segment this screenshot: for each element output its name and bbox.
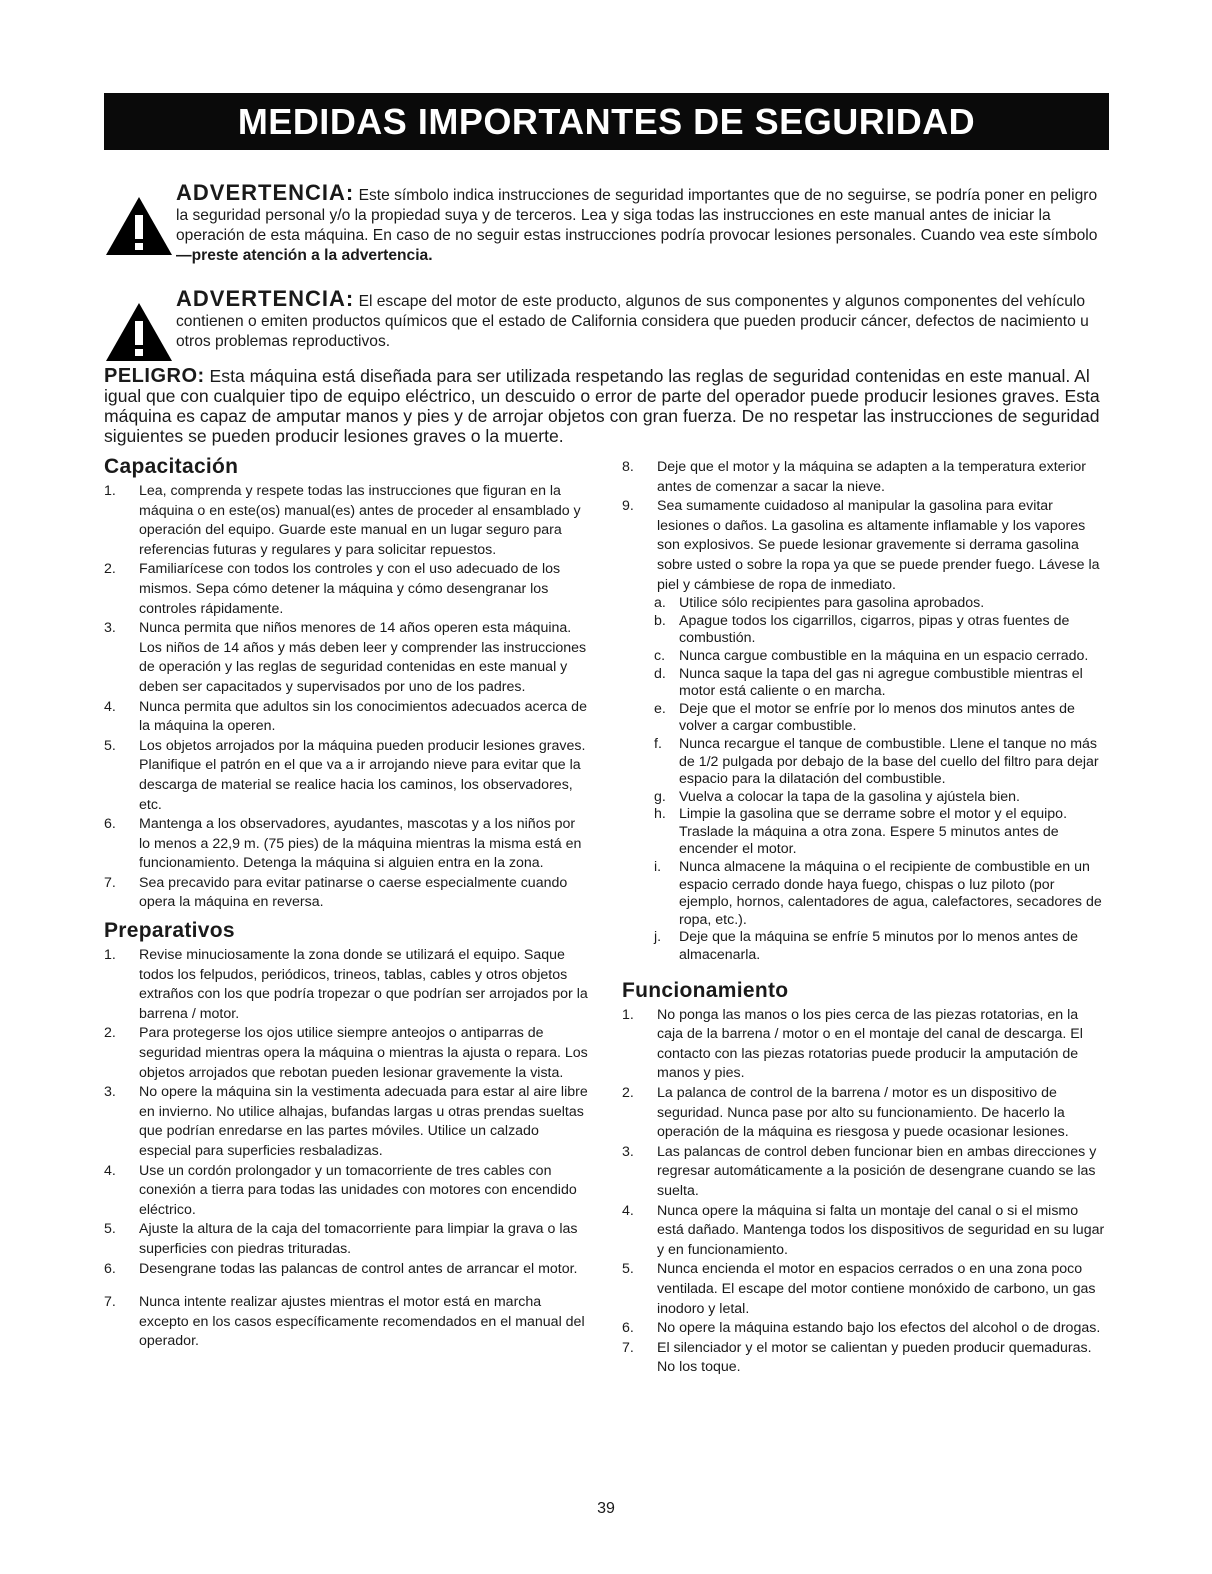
list-item: 2. Familiarícese con todos los controles y con el uso adecuado de los mismos. Sepa cómo detener la máquina y cómo desengranar los controles rápidamente. <box>104 561 561 617</box>
list-item: 7. Sea precavido para evitar patinarse o caerse especialmente cuando opera la máquina en reversa. <box>104 874 568 911</box>
list-item: 6. Desengrane todas las palancas de control antes de arrancar el motor. <box>104 1260 578 1277</box>
operation-heading: Funcionamiento <box>622 978 789 1002</box>
sub-list-item: e. Deje que el motor se enfríe por lo menos dos minutos antes de volver a cargar combustible. <box>654 700 1075 735</box>
sub-list-item: j. Deje que la máquina se enfríe 5 minutos por lo menos antes de almacenarla. <box>654 929 1079 964</box>
sub-list-item: i. Nunca almacene la máquina o el recipiente de combustible en un espacio cerrado donde haya fuego, chispas o luz piloto (por ejemplo, hornos, calentadores de agua, calefactores, secadores de ropa, etc.). <box>654 859 1102 928</box>
sub-list-item: c. Nunca cargue combustible en la máquina en un espacio cerrado. <box>654 647 1089 664</box>
warning-label: ADVERTENCIA: <box>176 180 355 205</box>
warning-triangle-icon <box>104 301 174 363</box>
preparation-list <box>104 946 589 1352</box>
warning-triangle-icon <box>104 195 174 257</box>
list-item: 6. No opere la máquina estando bajo los efectos del alcohol o de drogas. <box>622 1320 1101 1337</box>
list-item: 2. Para protegerse los ojos utilice siempre anteojos o antiparras de seguridad mientras opera la máquina o mientras la ajusta o repara. Los objetos arrojados que rebotan pueden lesionar gravemente la vista. <box>104 1025 588 1081</box>
page-title: MEDIDAS IMPORTANTES DE SEGURIDAD <box>237 100 976 142</box>
sub-list-item: b. Apague todos los cigarrillos, cigarros, pipas y otras fuentes de combustión. <box>654 612 1070 647</box>
list-item: 7. Nunca intente realizar ajustes mientras el motor está en marcha excepto en los casos específicamente recomendados en el manual del operador. <box>104 1294 585 1350</box>
list-item: 3. No opere la máquina sin la vestimenta adecuada para estar al aire libre en invierno. No utilice alhajas, bufandas largas u otras prendas sueltas que podrían enredarse en las partes móviles. Utilice un calzado especial para superficies resbaladizas. <box>104 1084 588 1159</box>
list-item: 5. Ajuste la altura de la caja del tomacorriente para limpiar la grava o las superficies con piedras trituradas. <box>104 1221 578 1257</box>
sub-list-item: d. Nunca saque la tapa del gas ni agregue combustible mientras el motor está caliente o en marcha. <box>654 665 1083 700</box>
list-item: 1. Revise minuciosamente la zona donde se utilizará el equipo. Saque todos los felpudos, periódicos, trineos, tablas, cables y otros objetos extraños con los que podría tropezar o que podrían ser arrojados por la barrena / motor. <box>104 947 588 1022</box>
list-item: 4. Use un cordón prolongador y un tomacorriente de tres cables con conexión a tierra para todas las unidades con motores con encendido eléctrico. <box>104 1162 577 1218</box>
list-item: 2. La palanca de control de la barrena / motor es un dispositivo de seguridad. Nunca pase por alto su funcionamiento. De hacerlo la operación de la máquina es riesgosa y puede ocasionar lesiones. <box>622 1085 1069 1141</box>
sub-list-item: g. Vuelva a colocar la tapa de la gasolina y ajústela bien. <box>654 788 1020 805</box>
list-item: 4. Nunca opere la máquina si falta un montaje del canal o si el mismo está dañado. Mantenga todos los dispositivos de seguridad en su lugar y en funcionamiento. <box>622 1202 1105 1258</box>
right-column <box>622 458 1107 1378</box>
sub-list-item: h. Limpie la gasolina que se derrame sobre el motor y el equipo. Traslade la máquina a otra zona. Espere 5 minutos antes de encender el motor. <box>654 806 1068 858</box>
warning-text: El escape del motor de este producto, algunos de sus componentes y algunos componentes del vehículo contienen o emiten productos químicos que el estado de California considera que pueden producir cáncer, defectos de nacimiento u otros problemas reproductivos. <box>176 293 1089 350</box>
sub-list-item: f. Nunca recargue el tanque de combustible. Llene el tanque no más de 1/2 pulgada por debajo de la base del cuello del filtro para dejar espacio para la dilatación del combustible. <box>654 735 1099 788</box>
training-heading: Capacitación <box>104 455 239 478</box>
warning-block-2 <box>104 286 1104 352</box>
page-number: 39 <box>597 1500 615 1517</box>
list-item: 7. El silenciador y el motor se calientan y pueden producir quemaduras. No los toque. <box>622 1339 1092 1376</box>
left-column <box>104 455 589 1352</box>
list-item: 3. Nunca permita que niños menores de 14 años operen esta máquina. Los niños de 14 años y más deben leer y comprender las instrucciones de operación y las reglas de seguridad contenidas en este manual y deben ser capacitados y supervisados por uno de los padres. <box>104 620 587 695</box>
list-item: 4. Nunca permita que adultos sin los conocimientos adecuados acerca de la máquina la operen. <box>104 698 587 735</box>
list-item: 8. Deje que el motor y la máquina se adapten a la temperatura exterior antes de comenzar a sacar la nieve. <box>622 459 1087 495</box>
warning-label: ADVERTENCIA: <box>176 286 355 311</box>
fuel-sublist <box>622 595 1107 964</box>
operation-list <box>622 1006 1107 1378</box>
danger-label: PELIGRO: <box>104 365 205 387</box>
list-item: 3. Las palancas de control deben funcionar bien en ambas direcciones y regresar automáticamente a la posición de desengrane cuando se las suelta. <box>622 1143 1097 1199</box>
warning-block-1 <box>104 180 1104 266</box>
preparation-heading: Preparativos <box>104 919 235 943</box>
danger-text: Esta máquina está diseñada para ser utilizada respetando las reglas de seguridad contenidas en este manual. Al igual que con cualquier tipo de equipo eléctrico, un descuido o error de parte del operador puede producir lesiones graves. Esta máquina es capaz de amputar manos y pies y de arrojar objetos con gran fuerza. De no respetar las instrucciones de seguridad siguientes se pueden producir lesiones graves o la muerte. <box>104 366 1100 446</box>
list-item: 1. No ponga las manos o los pies cerca de las piezas rotatorias, en la caja de la barrena / motor o en el montaje del canal de descarga. El contacto con las piezas rotatorias puede producir la amputación de manos y pies. <box>622 1006 1083 1082</box>
warning-text: Este símbolo indica instrucciones de seguridad importantes que de no seguirse, se podría poner en peligro la seguridad personal y/o la propiedad suya y de terceros. Lea y siga todas las instrucciones en este manual antes de iniciar la operación de esta máquina. En caso de no seguir estas instrucciones podría provocar lesiones personales. Cuando vea este símbolo <box>176 187 1098 244</box>
danger-block <box>104 366 1108 446</box>
sub-list-item: a. Utilice sólo recipientes para gasolina aprobados. <box>654 595 985 612</box>
training-list <box>104 482 589 913</box>
page-title-banner <box>104 93 1109 150</box>
list-item: 9. Sea sumamente cuidadoso al manipular la gasolina para evitar lesiones o daños. La gasolina es altamente inflamable y los vapores son explosivos. Se puede lesionar gravemente si derrama gasolina sobre usted o sobre la ropa ya que se puede prender fuego. Lávese la piel y cámbiese de ropa de inmediato. <box>622 498 1100 593</box>
list-item: 5. Nunca encienda el motor en espacios cerrados o en una zona poco ventilada. El escape del motor contiene monóxido de carbono, un gas inodoro y letal. <box>622 1261 1096 1317</box>
list-item: 5. Los objetos arrojados por la máquina pueden producir lesiones graves. Planifique el patrón en el que va a ir arrojando nieve para evitar que la descarga de material se realice hacia los caminos, los observadores, etc. <box>104 737 586 813</box>
training-list-continued <box>622 458 1107 595</box>
list-item: 6. Mantenga a los observadores, ayudantes, mascotas y a los niños por lo menos a 22,9 m. (75 pies) de la máquina mientras la misma está en funcionamiento. Detenga la máquina si alguien entra en la zona. <box>104 816 582 872</box>
list-item: 1. Lea, comprenda y respete todas las instrucciones que figuran en la máquina o en este(os) manual(es) antes de proceder al ensamblado y operación del equipo. Guarde este manual en un lugar seguro para referencias futuras y regulares y para solicitar repuestos. <box>104 483 581 558</box>
warning-emphasis: —preste atención a la advertencia. <box>176 247 433 264</box>
